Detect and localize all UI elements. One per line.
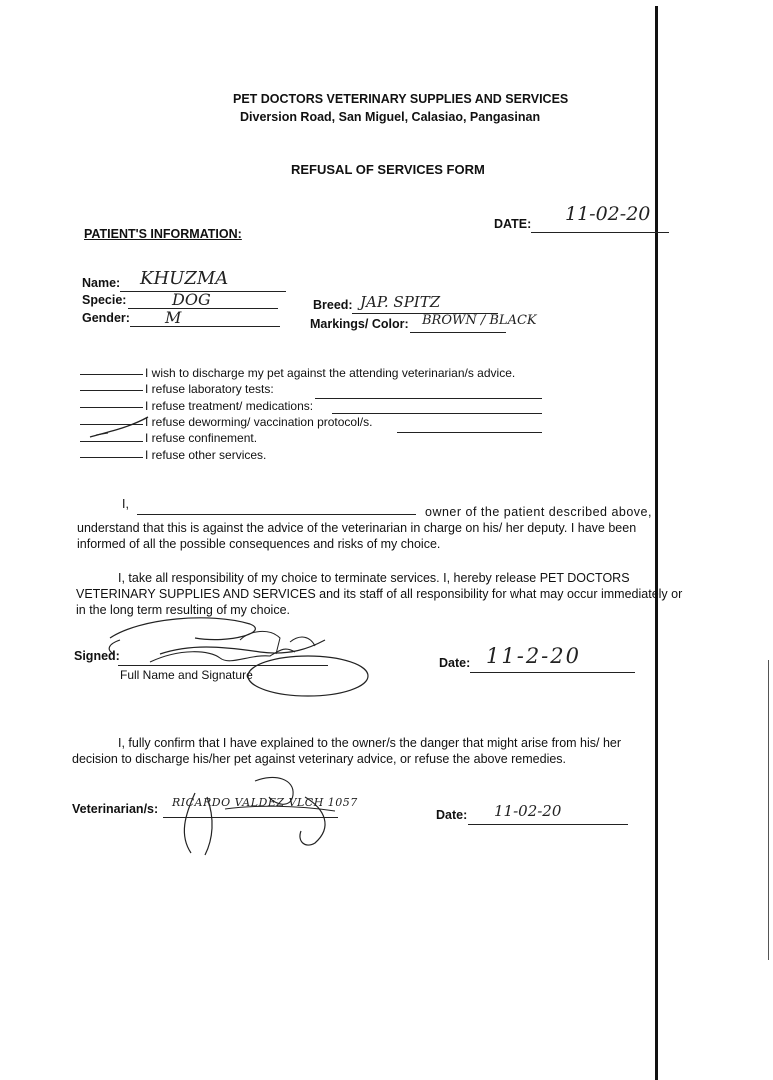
specie-value[interactable]: DOG — [172, 290, 211, 309]
owner-date-line[interactable] — [470, 672, 635, 673]
confirmation-line-1: I, fully confirm that I have explained to the owner/s the danger that might arise from his/ her — [118, 736, 622, 750]
treatment-line[interactable] — [332, 413, 542, 414]
release-line-1: I, take all responsibility of my choice to terminate services. I, hereby release PET DOCTORS — [118, 571, 630, 585]
statement-line-3: informed of all the possible consequences and risks of my choice. — [77, 537, 441, 551]
date-line — [531, 232, 669, 233]
specie-label: Specie: — [82, 293, 127, 307]
name-label: Name: — [82, 276, 121, 290]
release-line-2: VETERINARY SUPPLIES AND SERVICES and its staff of all responsibility for what may occur immediately or — [76, 587, 683, 601]
markings-label: Markings/ Color: — [310, 317, 409, 331]
veterinarian-signature-scribble — [165, 775, 355, 855]
page-edge-line-right — [768, 660, 769, 960]
signature-caption: Full Name and Signature — [120, 668, 253, 682]
gender-label: Gender: — [82, 311, 130, 325]
statement-line-2: understand that this is against the advice of the veterinarian in charge on his/ her deputy. I have been — [77, 521, 637, 535]
veterinarian-date-line[interactable] — [468, 824, 628, 825]
release-line-3: in the long term resulting of my choice. — [76, 603, 290, 617]
refusal-item-3: I refuse treatment/ medications: — [145, 399, 314, 413]
owner-date-label: Date: — [439, 656, 471, 670]
markings-value[interactable]: BROWN / BLACK — [422, 313, 537, 328]
veterinarian-date-value[interactable]: 11-02-20 — [494, 802, 562, 820]
refusal-item-5: I refuse confinement. — [145, 431, 258, 445]
owner-signature-scribble — [100, 610, 360, 700]
gender-line — [130, 326, 280, 327]
veterinarian-name-value[interactable]: RICARDO VALDEZ VLCH 1057 — [172, 796, 358, 809]
markings-line — [410, 332, 506, 333]
date-value[interactable]: 11-02-20 — [565, 203, 651, 225]
signed-label: Signed: — [74, 649, 120, 663]
refusal-item-6: I refuse other services. — [145, 448, 267, 462]
breed-value[interactable]: JAP. SPITZ — [360, 293, 441, 311]
company-address: Diversion Road, San Miguel, Calasiao, Pangasinan — [240, 110, 541, 124]
refusal-blank-6[interactable] — [80, 457, 143, 458]
veterinarian-date-label: Date: — [436, 808, 468, 822]
lab-tests-line[interactable] — [315, 398, 542, 399]
name-value[interactable]: KHUZMA — [140, 268, 229, 289]
refusal-blank-1[interactable] — [80, 374, 143, 375]
company-name: PET DOCTORS VETERINARY SUPPLIES AND SERVICES — [233, 92, 569, 106]
owner-date-value[interactable]: 11-2-20 — [486, 644, 581, 668]
refusal-blank-3[interactable] — [80, 407, 143, 408]
statement-line-1-end: owner of the patient described above, — [425, 505, 652, 519]
form-title: REFUSAL OF SERVICES FORM — [291, 162, 485, 177]
statement-prefix: I, — [122, 497, 129, 511]
veterinarian-label: Veterinarian/s: — [72, 802, 159, 816]
refusal-item-1: I wish to discharge my pet against the attending veterinarian/s advice. — [145, 366, 516, 380]
owner-name-line[interactable] — [137, 514, 416, 515]
page-edge-line — [655, 6, 658, 1080]
date-label: DATE: — [494, 217, 532, 231]
patient-section-title: PATIENT'S INFORMATION: — [84, 227, 242, 241]
refusal-item-2: I refuse laboratory tests: — [145, 382, 274, 396]
refusal-blank-2[interactable] — [80, 390, 143, 391]
breed-label: Breed: — [313, 298, 353, 312]
checkmark-stroke — [82, 413, 162, 443]
gender-value[interactable]: M — [165, 308, 182, 327]
deworming-line[interactable] — [397, 432, 542, 433]
confirmation-line-2: decision to discharge his/her pet against veterinary advice, or refuse the above remedies. — [72, 752, 567, 766]
refusal-item-4: I refuse deworming/ vaccination protocol/s. — [145, 415, 373, 429]
